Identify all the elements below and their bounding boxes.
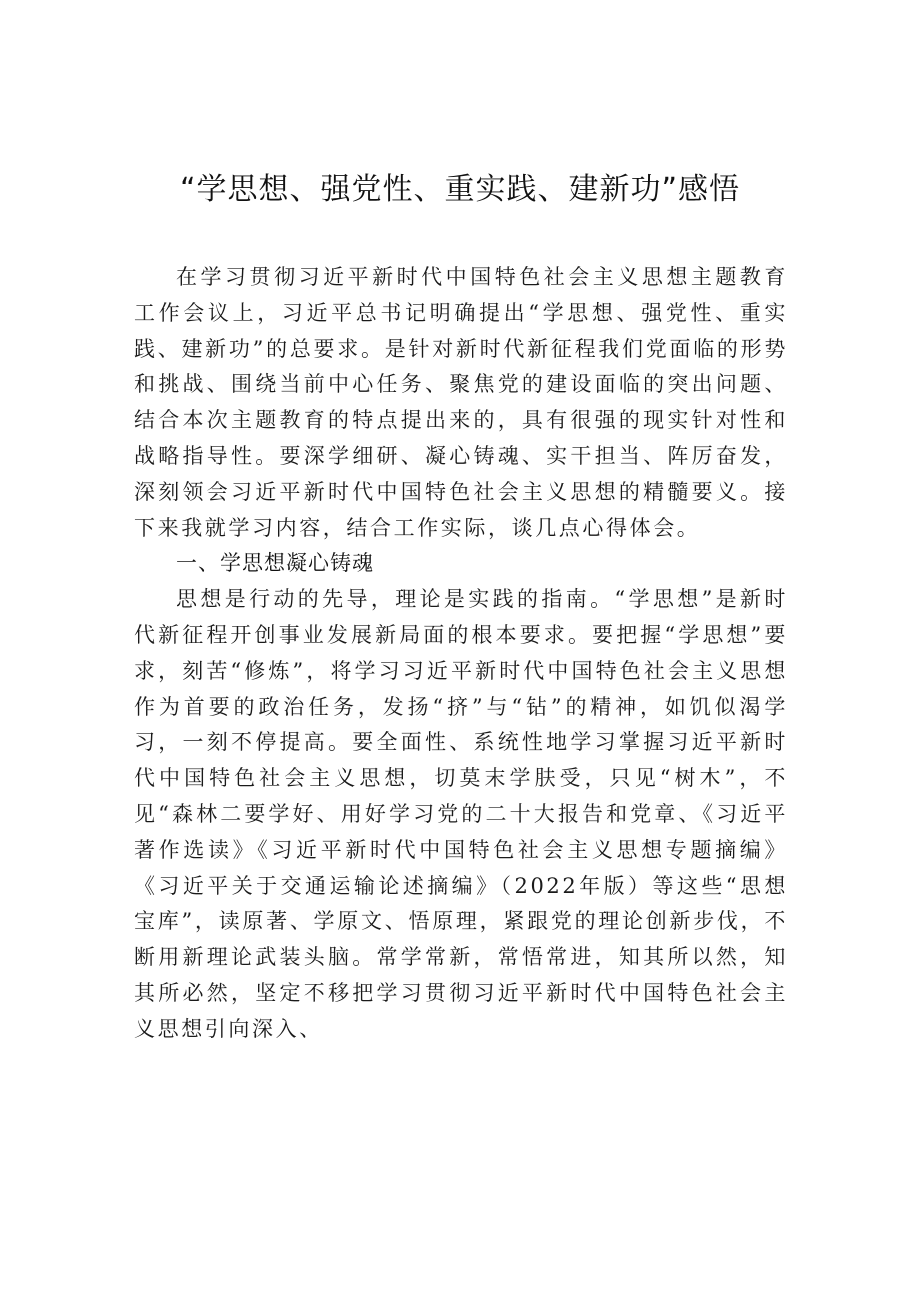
- document-title: “学思想、强党性、重实践、建新功”感悟: [179, 172, 741, 207]
- section-paragraph: 思想是行动的先导，理论是实践的指南。“学思想”是新时代新征程开创事业发展新局面的根本要求。要把握“学思想”要求，刻苦“修炼”，将学习习近平新时代中国特色社会主义思想作为首要的政治任务，发扬“挤”与“钻”的精神，如饥似渴学习，一刻不停提高。要全面性、系统性地学习掌握习近平新时代中国特色社会主义思想，切莫末学肤受，只见“树木”，不见“森林二要学好、用好学习党的二十大报告和党章、《习近平著作选读》《习近平新时代中国特色社会主义思想专题摘编》《习近平关于交通运输论述摘编》（2022年版）等这些“思想宝库”，读原著、学原文、悟原理，紧跟党的理论创新步伐，不断用新理论武装头脑。常学常新，常悟常进，知其所以然，知其所必然，坚定不移把学习贯彻习近平新时代中国特色社会主义思想引向深入、: [134, 587, 788, 1041]
- document-body: [134, 260, 788, 1048]
- intro-paragraph: 在学习贯彻习近平新时代中国特色社会主义思想主题教育工作会议上，习近平总书记明确提出“学思想、强党性、重实践、建新功”的总要求。是针对新时代新征程我们党面临的形势和挑战、围绕当前中心任务、聚焦党的建设面临的突出问题、结合本次主题教育的特点提出来的，具有很强的现实针对性和战略指导性。要深学细研、凝心铸魂、实干担当、阵厉奋发，深刻领会习近平新时代中国特色社会主义思想的精髓要义。接下来我就学习内容，结合工作实际，谈几点心得体会。: [134, 265, 788, 540]
- section-heading: 一、学思想凝心铸魂: [176, 551, 374, 576]
